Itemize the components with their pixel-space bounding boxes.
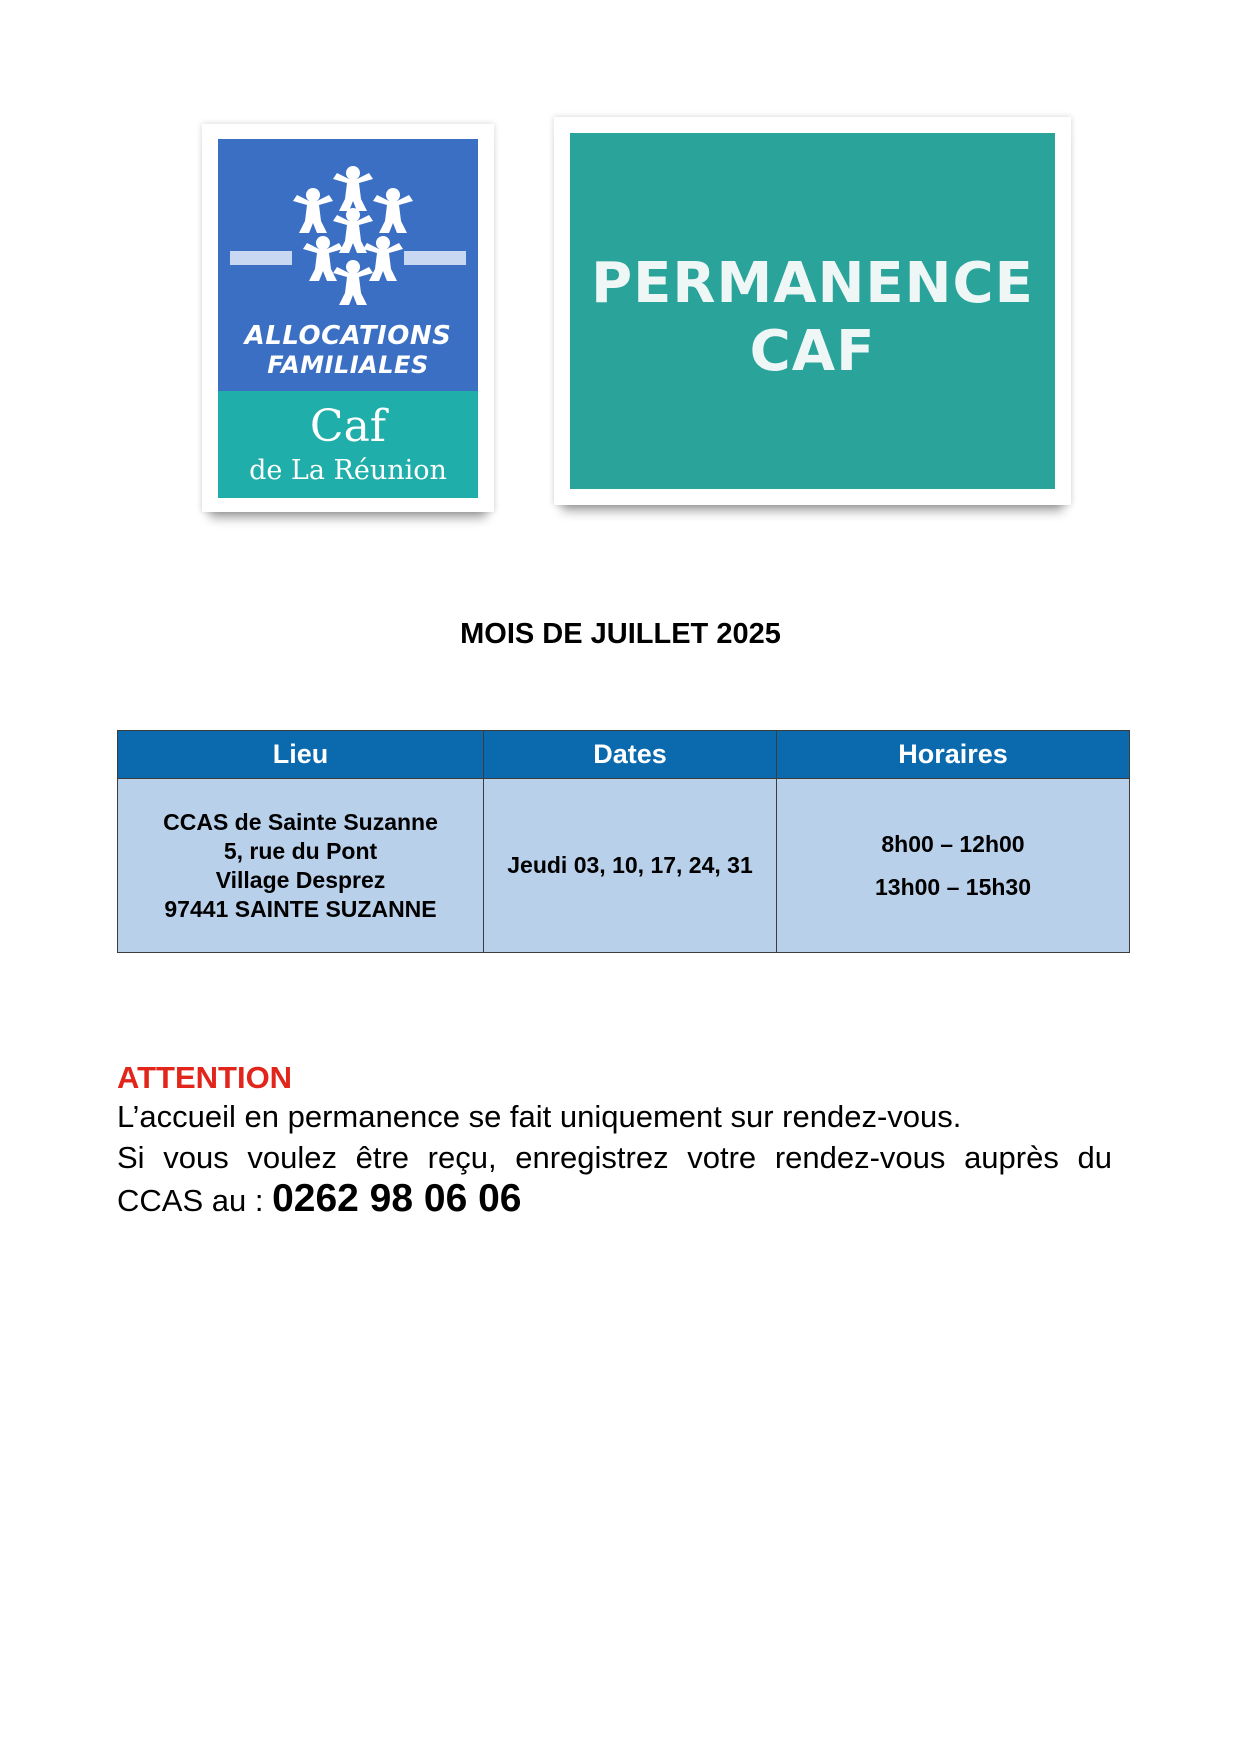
lieu-line: CCAS de Sainte Suzanne (163, 808, 438, 835)
lieu-line: 97441 SAINTE SUZANNE (164, 895, 437, 922)
caf-logo-bottom-panel (218, 391, 478, 498)
attention-line-3-prefix: CCAS au : (117, 1183, 273, 1218)
column-header-horaires: Horaires (777, 731, 1130, 779)
cell-lieu (118, 779, 484, 953)
cell-horaires (777, 779, 1130, 953)
banner-text-caf: CAF (749, 319, 876, 384)
attention-line-1: L’accueil en permanence se fait uniquement sur rendez-vous. (117, 1099, 962, 1134)
logo-text-region: de La Réunion (249, 455, 447, 486)
logo-text-familiales: FAMILIALES (267, 351, 429, 379)
table-row (118, 779, 1130, 953)
logo-text-caf: Caf (309, 401, 387, 452)
table-header-row (118, 731, 1130, 779)
horaire-morning: 8h00 – 12h00 (881, 830, 1025, 857)
attention-title: ATTENTION (117, 1060, 293, 1095)
family-figures-icon (268, 159, 438, 309)
attention-line-3 (117, 1178, 1112, 1221)
column-header-dates: Dates (484, 731, 777, 779)
horaire-afternoon: 13h00 – 15h30 (874, 873, 1031, 900)
lieu-line: 5, rue du Pont (223, 837, 378, 864)
banner-text-permanence: PERMANENCE (591, 251, 1034, 316)
caf-logo-top-panel (218, 139, 478, 391)
logo-text-allocations: ALLOCATIONS (244, 321, 452, 351)
permanence-banner (570, 133, 1055, 489)
attention-notice (117, 1060, 1112, 1221)
cell-dates: Jeudi 03, 10, 17, 24, 31 (484, 779, 777, 953)
page-title: MOIS DE JUILLET 2025 (460, 618, 781, 650)
schedule-table (117, 730, 1130, 953)
phone-number: 0262 98 06 06 (272, 1177, 522, 1220)
column-header-lieu: Lieu (118, 731, 484, 779)
lieu-line: Village Desprez (215, 866, 386, 893)
permanence-banner-card (554, 117, 1071, 505)
attention-line-2: Si vous voulez être reçu, enregistrez votre rendez-vous auprès du (117, 1140, 1112, 1175)
caf-logo-card (202, 124, 494, 512)
